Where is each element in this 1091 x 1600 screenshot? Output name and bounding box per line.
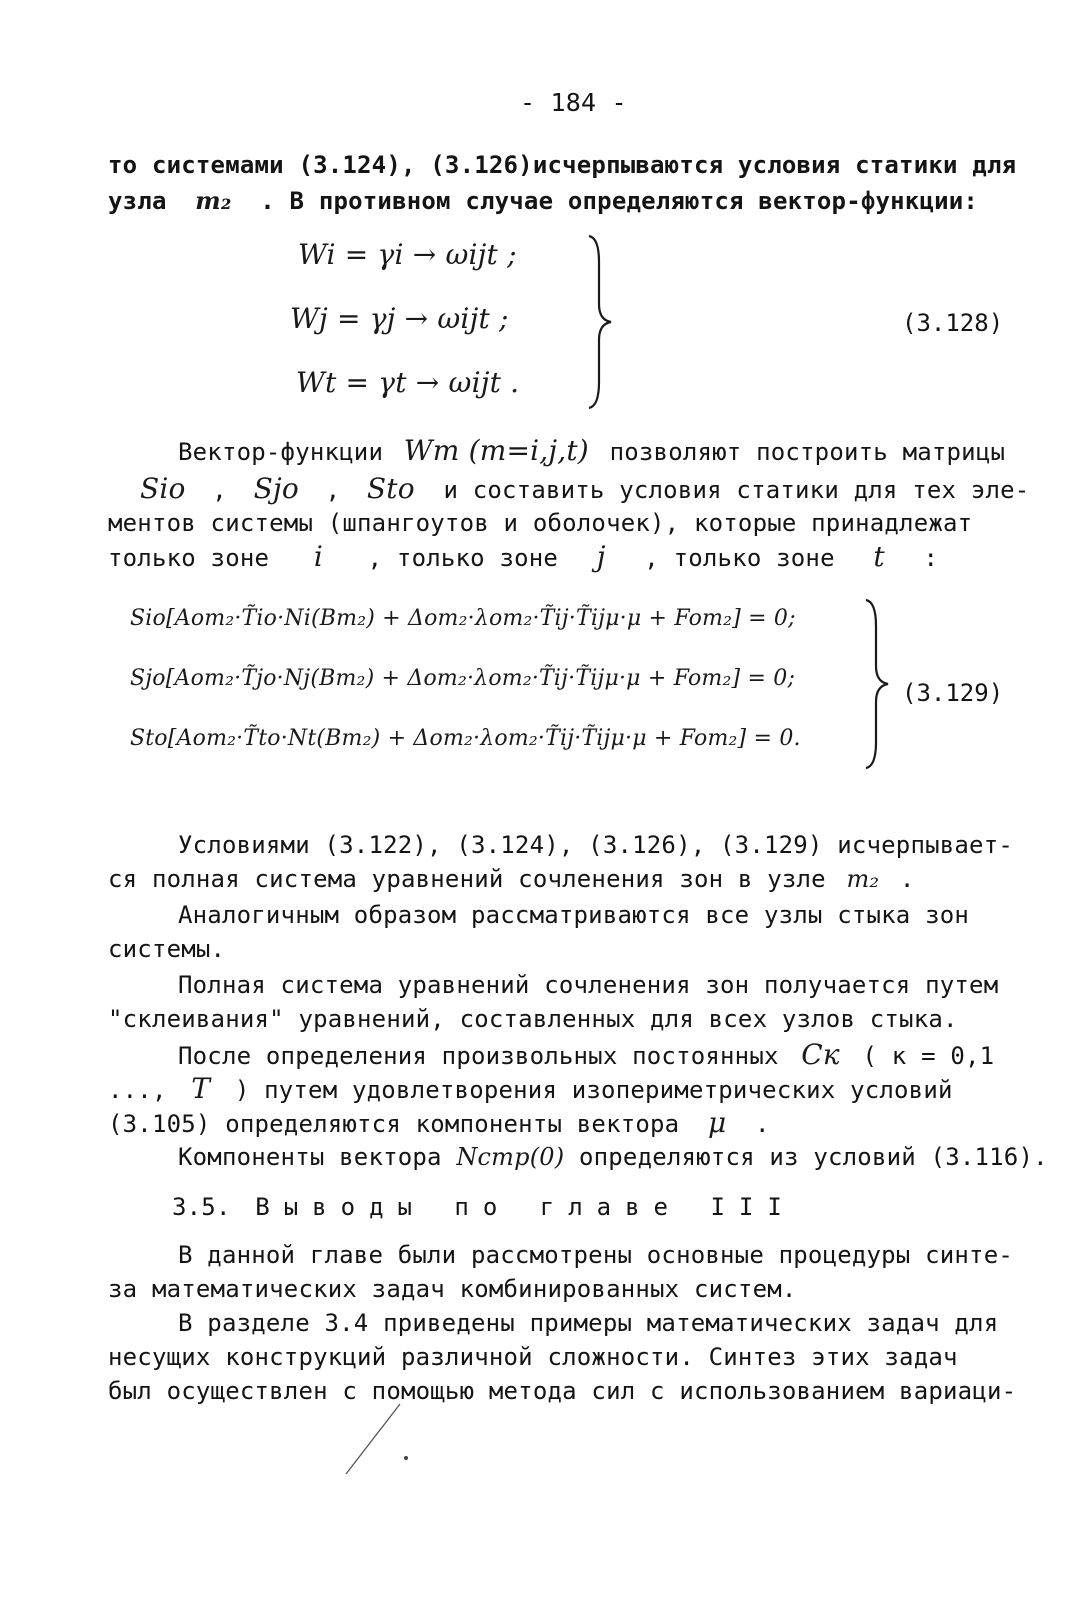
- para6-line2-text-a: ...,: [108, 1076, 167, 1104]
- para8-line1: В данной главе были рассмотрены основные процедуры синте-: [178, 1241, 1014, 1269]
- para4-line2: системы.: [108, 935, 226, 963]
- zone-j: j: [596, 540, 606, 573]
- zone-i: i: [313, 540, 323, 573]
- para2-line1-text-a: Вектор-функции: [178, 438, 384, 466]
- constant-ck: Cк: [801, 1038, 840, 1071]
- eq128-line-2: Wj = γj → ωijt ;: [290, 302, 509, 335]
- page-number: - 184 -: [520, 88, 627, 117]
- para9-line1: В разделе 3.4 приведены примеры математических задач для: [178, 1309, 999, 1337]
- eq128-line-1: Wi = γi → ωijt ;: [298, 238, 517, 271]
- para2-line4: [108, 542, 938, 573]
- para6-line3-text-a: (3.105) определяются компоненты вектора: [108, 1110, 680, 1138]
- variable-t: T: [191, 1072, 211, 1105]
- eq128-brace: [585, 232, 615, 412]
- node-variable: m₂: [846, 865, 880, 893]
- para3-line2: [108, 864, 915, 894]
- para6-line3: [108, 1108, 770, 1139]
- para2-line4-text-d: :: [923, 544, 939, 572]
- para1-line2-text-b: . В противном случае определяются вектор-функции:: [260, 187, 979, 215]
- eq129-line-3: Sto[Aom₂·T̃to·Nt(Bm₂) + Δom₂·λom₂·T̃ij·T̃ijμ·μ + Fom₂] = 0.: [130, 726, 801, 751]
- para7-text-b: определяются из условий (3.116).: [578, 1143, 1048, 1171]
- eq129-label: (3.129): [902, 679, 1004, 707]
- eq129-line-2: Sjo[Aom₂·T̃jo·Nj(Bm₂) + Δom₂·λom₂·T̃ij·T̃ijμ·μ + Fom₂] = 0;: [130, 666, 796, 691]
- scan-mark: [330, 1400, 420, 1480]
- para2-line1-text-b: позволяют построить матрицы: [609, 438, 1006, 466]
- para2-line2-text-b: и составить условия статики для тех эле-: [443, 476, 1030, 504]
- para4-line1: Аналогичным образом рассматриваются все узлы стыка зон: [178, 901, 970, 929]
- para6-line3-text-b: .: [755, 1110, 770, 1138]
- para6-line1-text-a: После определения произвольных постоянных: [178, 1042, 779, 1070]
- eq128-label: (3.128): [902, 309, 1004, 337]
- wm-vector-function: Wm (m=i,j,t): [403, 434, 589, 467]
- para3-line2-text-b: .: [899, 865, 915, 893]
- eq129-line-1: Sio[Aom₂·T̃io·Ni(Bm₂) + Δom₂·λom₂·T̃ij·T̃ijμ·μ + Fom₂] = 0;: [130, 606, 796, 631]
- section-title: Выводы по главе III: [255, 1193, 796, 1221]
- section-number: 3.5.: [172, 1193, 231, 1221]
- para5-line2: "склеивания" уравнений, составленных для всех узлов стыка.: [108, 1005, 958, 1033]
- vector-mu: μ: [707, 1106, 727, 1139]
- node-variable: m₂: [195, 186, 232, 215]
- para6-line2: [108, 1074, 953, 1105]
- para3-line1: Условиями (3.122), (3.124), (3.126), (3.129) исчерпывает-: [178, 831, 1014, 859]
- para3-line2-text-a: ся полная система уравнений сочленения зон в узле: [108, 865, 826, 893]
- para2-line2: Sio , Sjo , Sto и составить условия статики для тех эле-: [140, 472, 1030, 505]
- para9-line2: несущих конструкций различной сложности. Синтез этих задач: [108, 1343, 958, 1371]
- matrix-sto: Sto: [366, 472, 415, 505]
- zone-t: t: [873, 540, 885, 573]
- para1-line2-text-a: узла: [108, 187, 167, 215]
- para2-line4-text-b: , только зоне: [367, 544, 559, 572]
- section-heading: [172, 1192, 796, 1222]
- eq129-brace: [862, 596, 892, 772]
- para8-line2: за математических задач комбинированных систем.: [108, 1275, 797, 1303]
- vector-ncmp: Nсmp(0): [456, 1143, 565, 1171]
- matrix-sio: Sio: [140, 472, 186, 505]
- para6-line1-text-b: ( к = 0,1: [862, 1042, 995, 1070]
- para9-line3: был осуществлен с помощью метода сил с использованием вариаци-: [108, 1377, 1017, 1405]
- para2-line1: [178, 436, 1005, 467]
- para2-line4-text-c: , только зоне: [644, 544, 835, 572]
- para2-line4-text-a: только зоне: [108, 544, 270, 572]
- matrix-sjo: Sjo: [253, 472, 299, 505]
- para5-line1: Полная система уравнений сочленения зон получается путем: [178, 971, 999, 999]
- para1-line1: то системами (3.124), (3.126)исчерпываются условия статики для: [108, 151, 1017, 179]
- para6-line1: [178, 1040, 994, 1071]
- para7-text-a: Компоненты вектора: [178, 1143, 442, 1171]
- para7-line: [178, 1142, 1048, 1172]
- para2-line3: ментов системы (шпангоутов и оболочек), которые принадлежат: [108, 509, 973, 537]
- para1-line2: [108, 186, 978, 216]
- para6-line2-text-b: ) путем удовлетворения изопериметрических условий: [234, 1076, 953, 1104]
- eq128-line-3: Wt = γt → ωijt .: [296, 366, 520, 399]
